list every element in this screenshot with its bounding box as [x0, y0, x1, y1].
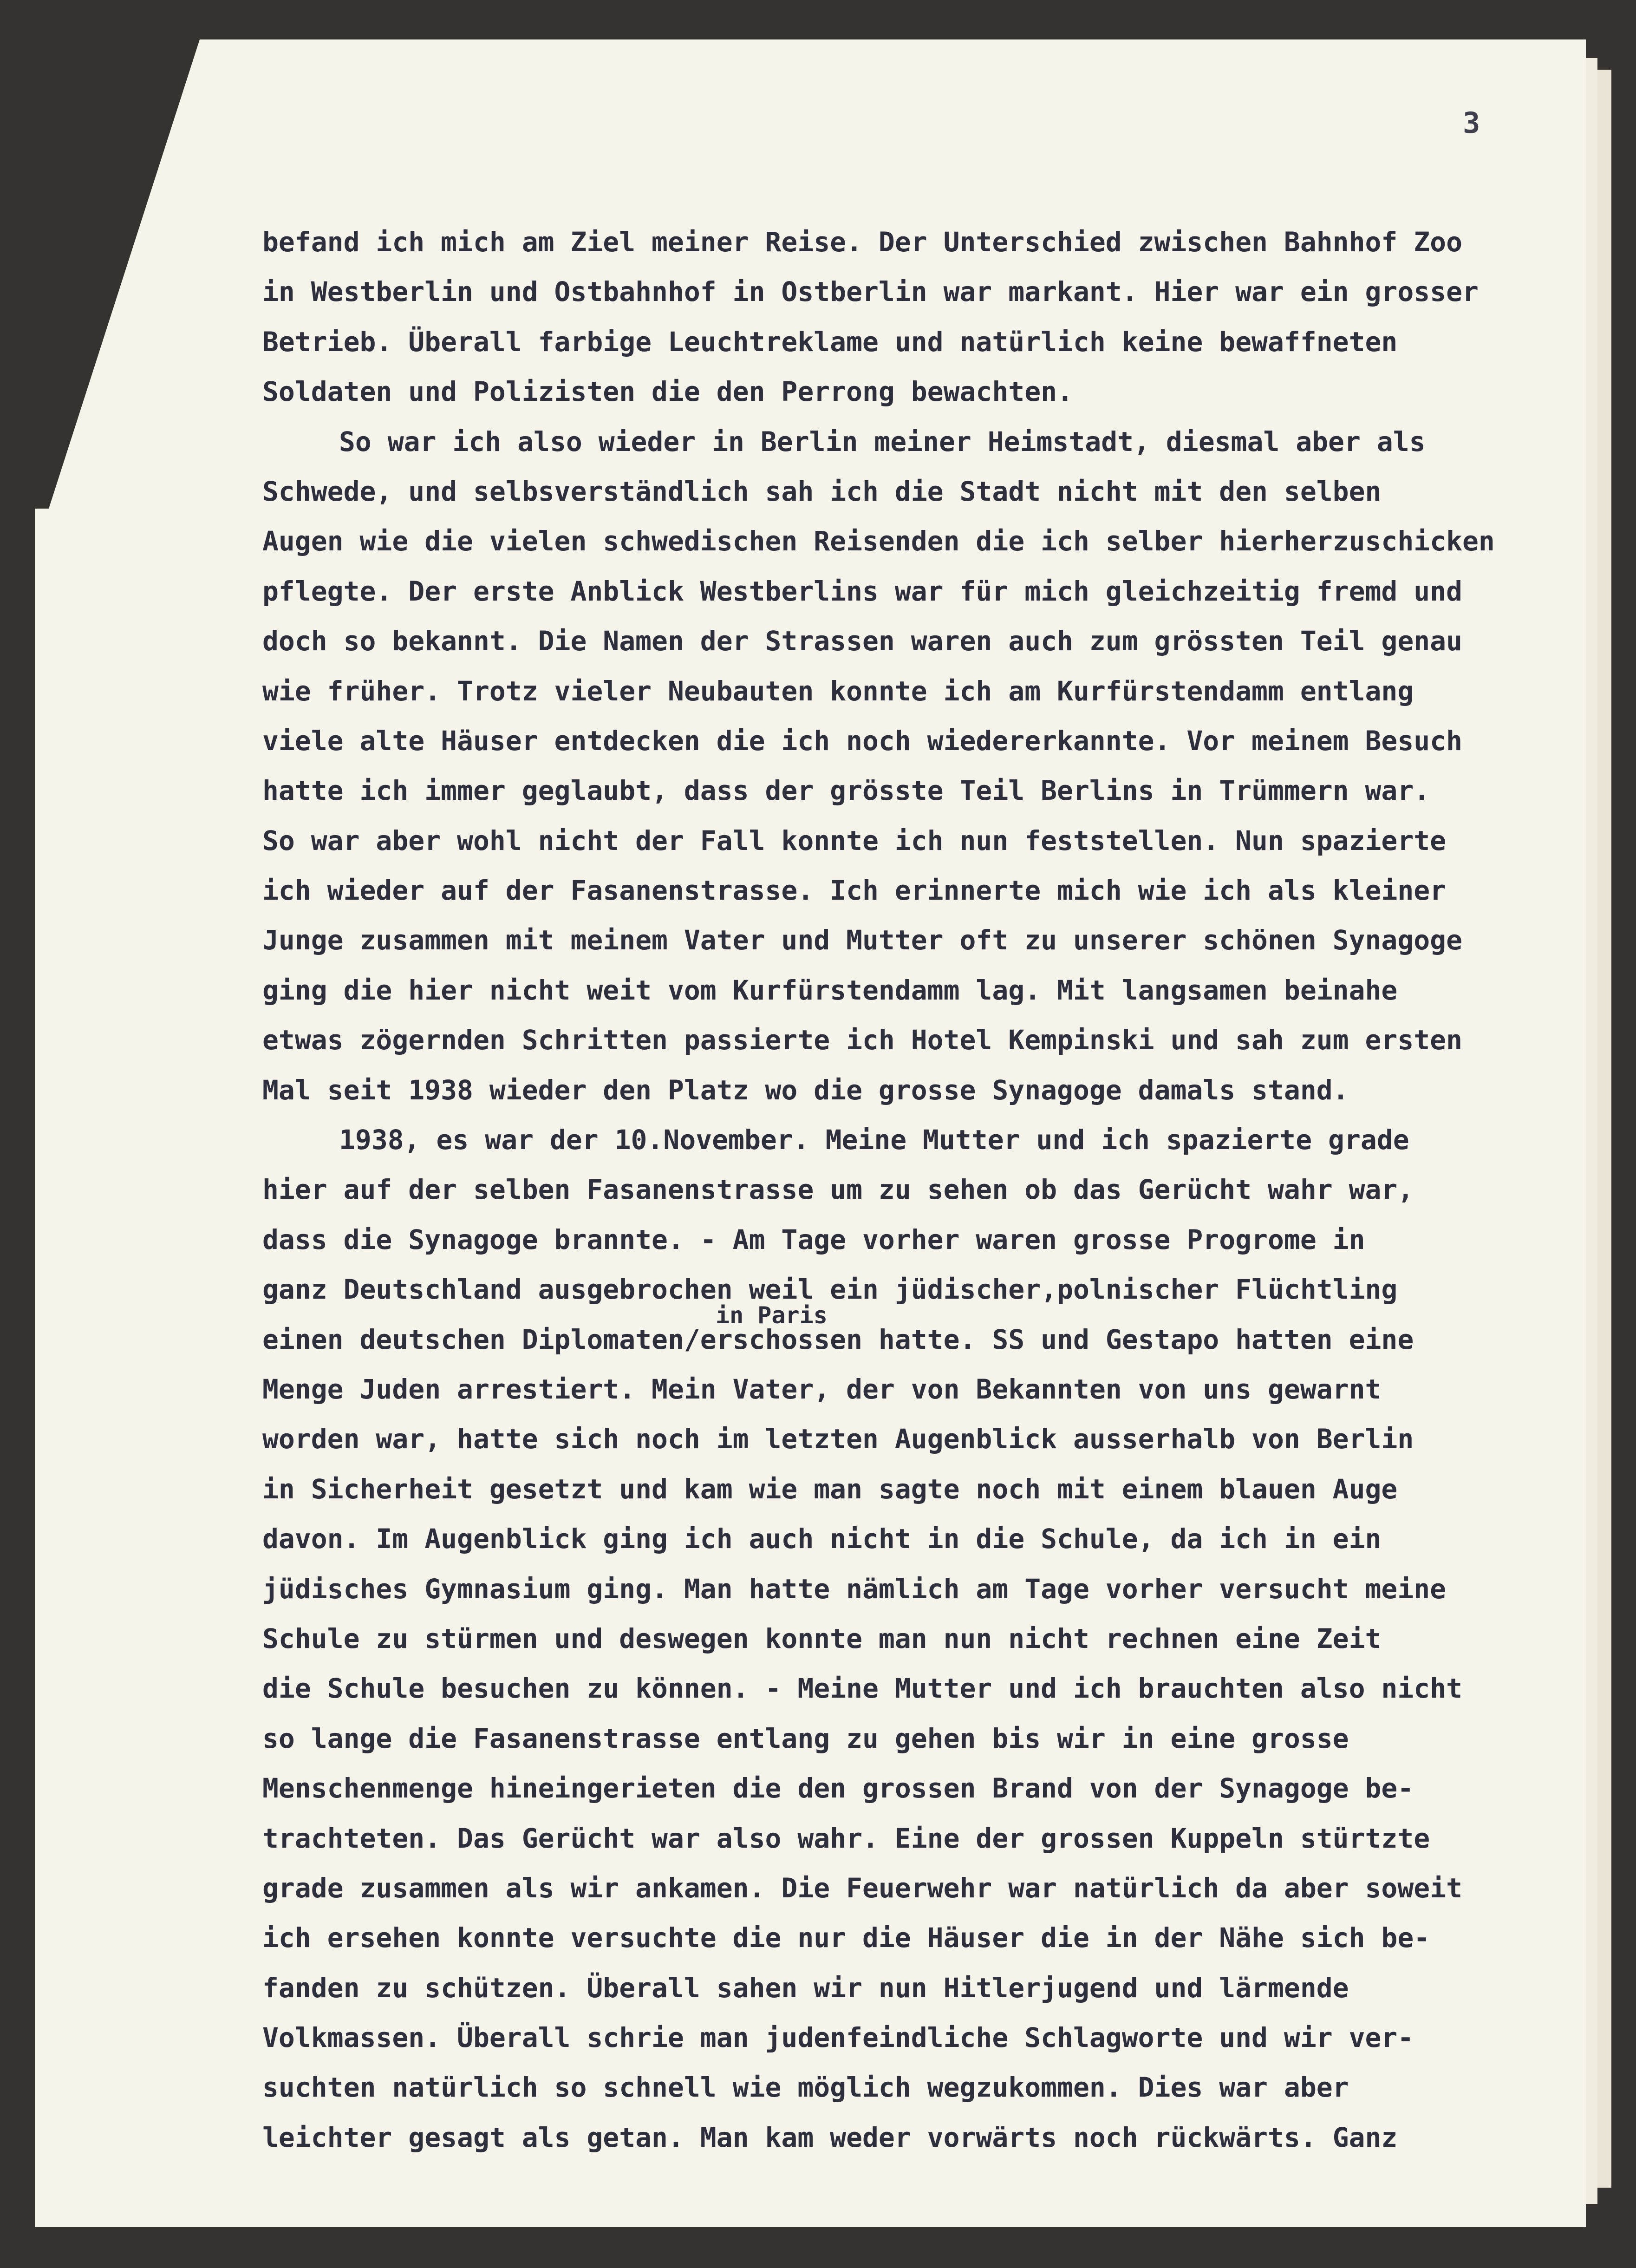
text-line: viele alte Häuser entdecken die ich noch wiedererkannte. Vor meinem Besuch [262, 725, 1463, 757]
text-line: ganz Deutschland ausgebrochen weil ein jüdischer,polnischer Flüchtling [262, 1274, 1398, 1306]
text-line: trachteten. Das Gerücht war also wahr. Eine der grossen Kuppeln stürtzte [262, 1822, 1430, 1854]
text-line: Soldaten und Polizisten die den Perrong bewachten. [262, 376, 1073, 408]
text-line: in Sicherheit gesetzt und kam wie man sagte noch mit einem blauen Auge [262, 1473, 1398, 1505]
text-line: Menge Juden arrestiert. Mein Vater, der von Bekannten von uns gewarnt [262, 1373, 1382, 1405]
text-line: Schule zu stürmen und deswegen konnte man nun nicht rechnen eine Zeit [262, 1622, 1382, 1654]
text-line: etwas zögernden Schritten passierte ich Hotel Kempinski und sah zum ersten [262, 1024, 1463, 1056]
text-line: grade zusammen als wir ankamen. Die Feuerwehr war natürlich da aber soweit [262, 1872, 1463, 1904]
text-line: befand ich mich am Ziel meiner Reise. Der Unterschied zwischen Bahnhof Zoo [262, 226, 1463, 258]
text-line: ich ersehen konnte versuchte die nur die Häuser die in der Nähe sich be- [262, 1922, 1430, 1954]
text-line: So war ich also wieder in Berlin meiner Heimstadt, diesmal aber als [339, 425, 1426, 458]
text-line: worden war, hatte sich noch im letzten Augenblick ausserhalb von Berlin [262, 1423, 1414, 1455]
text-line: Menschenmenge hineingerieten die den grossen Brand von der Synagoge be- [262, 1772, 1414, 1804]
text-line: So war aber wohl nicht der Fall konnte ich nun feststellen. Nun spazierte [262, 824, 1447, 856]
typewritten-text [262, 217, 1544, 2163]
text-line: in Westberlin und Ostbahnhof in Ostberlin war markant. Hier war ein grosser [262, 276, 1479, 308]
text-line: hier auf der selben Fasanenstrasse um zu sehen ob das Gerücht wahr war, [262, 1174, 1414, 1206]
text-line: ging die hier nicht weit vom Kurfürstendamm lag. Mit langsamen beinahe [262, 974, 1398, 1006]
text-line: dass die Synagoge brannte. - Am Tage vorher waren grosse Progrome in [262, 1223, 1365, 1255]
text-line: pflegte. Der erste Anblick Westberlins war für mich gleichzeitig fremd und [262, 575, 1463, 607]
text-line: die Schule besuchen zu können. - Meine Mutter und ich brauchten also nicht [262, 1673, 1463, 1705]
text-line: hatte ich immer geglaubt, dass der grösste Teil Berlins in Trümmern war. [262, 775, 1430, 807]
interlinear-insertion: in Paris [716, 1301, 828, 1329]
page-number: 3 [1463, 106, 1480, 140]
text-line: so lange die Fasanenstrasse entlang zu gehen bis wir in eine grosse [262, 1722, 1349, 1754]
text-line: ich wieder auf der Fasanenstrasse. Ich erinnerte mich wie ich als kleiner [262, 875, 1447, 907]
text-line: wie früher. Trotz vieler Neubauten konnte ich am Kurfürstendamm entlang [262, 675, 1414, 707]
text-line: davon. Im Augenblick ging ich auch nicht in die Schule, da ich in ein [262, 1523, 1382, 1555]
text-line-with-insertion [262, 1301, 1544, 1365]
text-line: leichter gesagt als getan. Man kam weder vorwärts noch rückwärts. Ganz [262, 2121, 1398, 2153]
text-line: jüdisches Gymnasium ging. Man hatte nämlich am Tage vorher versucht meine [262, 1573, 1447, 1605]
text-line: suchten natürlich so schnell wie möglich wegzukommen. Dies war aber [262, 2072, 1349, 2104]
text-line: fanden zu schützen. Überall sahen wir nun Hitlerjugend und lärmende [262, 1972, 1349, 2004]
text-line: Schwede, und selbsverständlich sah ich die Stadt nicht mit den selben [262, 475, 1382, 507]
text-line: Junge zusammen mit meinem Vater und Mutter oft zu unserer schönen Synagoge [262, 924, 1463, 956]
text-line: Augen wie die vielen schwedischen Reisenden die ich selber hierherzuschicken [262, 525, 1495, 557]
text-line: Volkmassen. Überall schrie man judenfeindliche Schlagworte und wir ver- [262, 2022, 1414, 2054]
text-line: Betrieb. Überall farbige Leuchtreklame und natürlich keine bewaffneten [262, 326, 1398, 358]
text-line: einen deutschen Diplomaten/erschossen hatte. SS und Gestapo hatten eine [262, 1323, 1414, 1355]
text-line: Mal seit 1938 wieder den Platz wo die grosse Synagoge damals stand. [262, 1074, 1349, 1106]
text-line: 1938, es war der 10.November. Meine Mutter und ich spazierte grade [339, 1124, 1409, 1156]
text-line: doch so bekannt. Die Namen der Strassen waren auch zum grössten Teil genau [262, 625, 1463, 657]
